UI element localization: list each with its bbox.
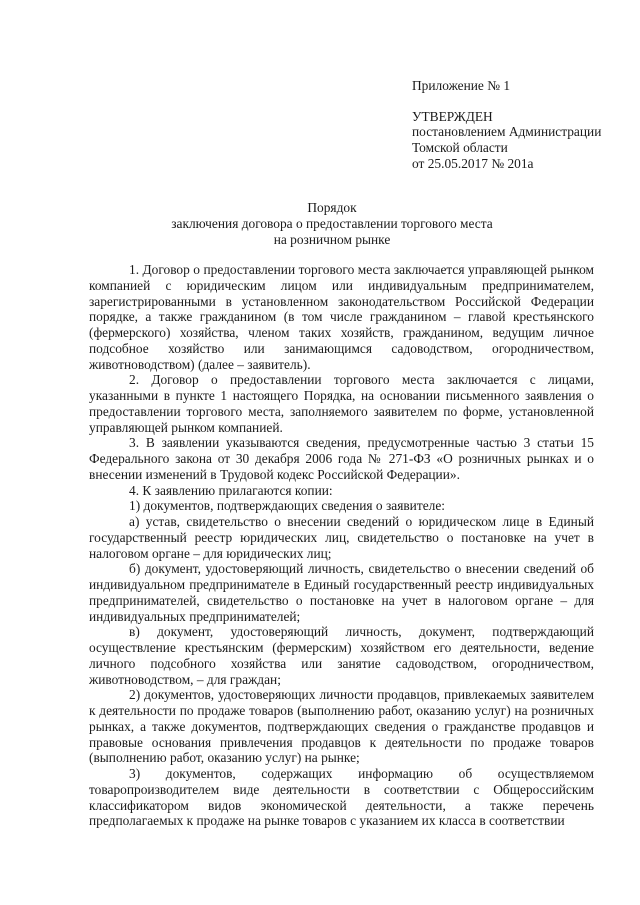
paragraph-4-1-a: а) устав, свидетельство о внесении сведений о юридическом лице в Единый государственный реестр юридических лиц, свидетельство о постановке на учет в налоговом органе – для юридических лиц; <box>89 514 594 561</box>
document-body <box>89 262 594 829</box>
title-line-2: заключения договора о предоставлении торгового места <box>171 216 493 231</box>
title-line-3: на розничном рынке <box>273 232 391 247</box>
approved-region-line: Томской области <box>412 140 508 156</box>
approved-by-line: постановлением Администрации <box>412 124 602 140</box>
appendix-label: Приложение № 1 <box>412 78 511 93</box>
paragraph-4-1-v: в) документ, удостоверяющий личность, документ, подтверждающий осуществление крестьянским (фермерским) хозяйством его деятельности, ведение личного подсобного хозяйства или занятие садоводством, огородничеством, животноводством, – для граждан; <box>89 624 594 687</box>
approved-heading: УТВЕРЖДЕН <box>412 108 493 124</box>
paragraph-4-2: 2) документов, удостоверяющих личности продавцов, привлекаемых заявителем к деятельности по продаже товаров (выполнению работ, оказанию услуг) на розничных рынках, а также документов, подтверждающих сведения о гражданстве продавцов и правовые основания привлечения продавцов к деятельности по продаже товаров (выполнению работ, оказанию услуг) на рынке; <box>89 687 594 766</box>
paragraph-4-3: 3) документов, содержащих информацию об осуществляемом товаропроизводителем виде деятельности в соответствии с Общероссийским классификатором видов экономической деятельности, а также перечень предполагаемых к продаже на рынке товаров с указанием их класса в соответствии <box>89 766 594 829</box>
document-title <box>80 200 584 248</box>
title-line-1: Порядок <box>307 200 357 215</box>
paragraph-1: 1. Договор о предоставлении торгового места заключается управляющей рынком компанией с юридическим лицом или индивидуальным предпринимателем, зарегистрированными в установленном законодательством Российской Федерации порядке, а также гражданином (в том числе гражданином – главой крестьянского (фермерского) хозяйства, членом таких хозяйств, гражданином, ведущим личное подсобное хозяйство или занимающимся садоводством, огородничеством, животноводством) (далее – заявитель). <box>89 262 594 372</box>
paragraph-2: 2. Договор о предоставлении торгового места заключается с лицами, указанными в пункте 1 настоящего Порядка, на основании письменного заявления о предоставлении торгового места, заполняемого заявителем по форме, установленной управляющей рынком компанией. <box>89 372 594 435</box>
approved-date-line: от 25.05.2017 № 201а <box>412 155 534 171</box>
paragraph-4-1-b: б) документ, удостоверяющий личность, свидетельство о внесении сведений об индивидуальном предпринимателе в Единый государственный реестр индивидуальных предпринимателей, свидетельство о постановке на учет в налоговом органе – для индивидуальных предпринимателей; <box>89 561 594 624</box>
approval-stamp-block <box>412 78 632 172</box>
paragraph-4: 4. К заявлению прилагаются копии: <box>129 482 333 498</box>
paragraph-3: 3. В заявлении указываются сведения, предусмотренные частью 3 статьи 15 Федерального закона от 30 декабря 2006 года № 271-ФЗ «О розничных рынках и о внесении изменений в Трудовой кодекс Российской Федерации». <box>89 435 594 482</box>
paragraph-4-1: 1) документов, подтверждающих сведения о заявителе: <box>129 498 445 514</box>
